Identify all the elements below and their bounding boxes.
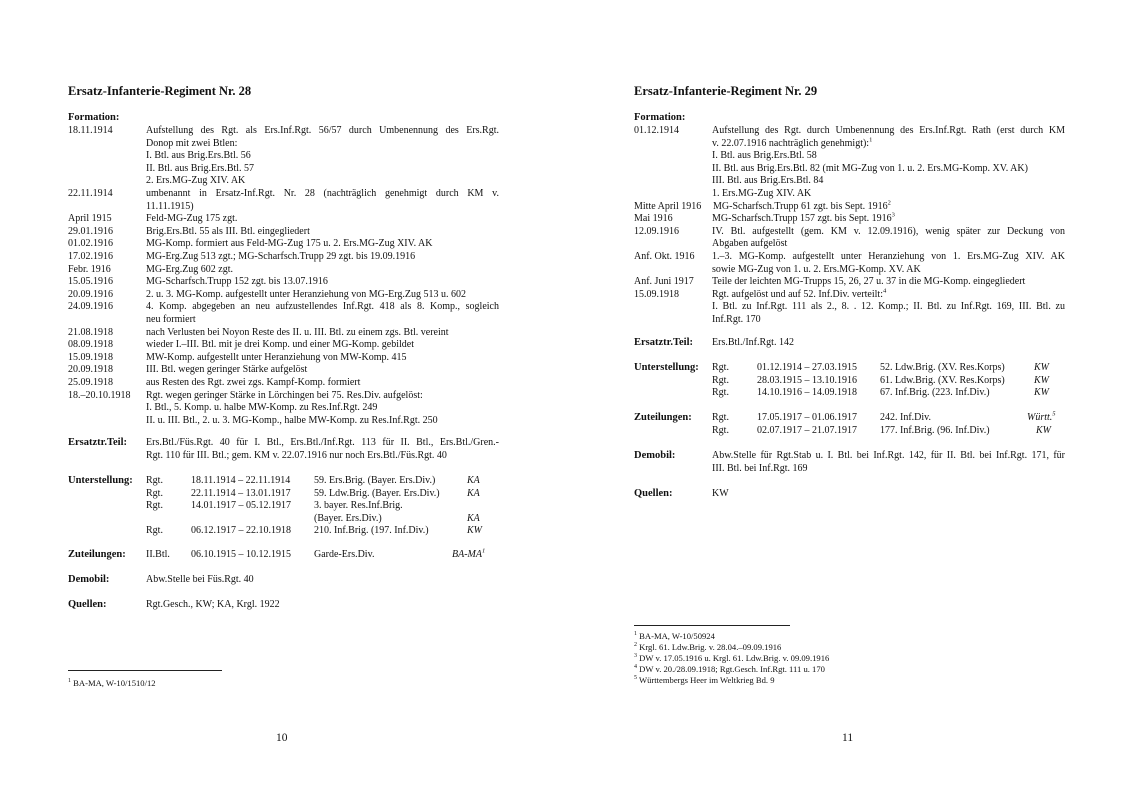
footnote-ref: 3 [891,211,895,219]
zuteilungen-label: Zuteilungen: [68,549,126,560]
formation-date: Mitte April 1916 [634,200,702,212]
table-period: 01.12.1914 – 27.03.1915 [757,362,857,373]
quellen-value: KW [712,488,729,499]
footnote-text: Württembergs Heer im Weltkrieg Bd. 9 [637,675,775,685]
demobil-label: Demobil: [68,574,110,585]
table-source: KA [467,512,480,524]
formation-text: III. Btl. aus Brig.Ers.Btl. 84 [712,175,824,187]
formation-date: 29.01.1916 [68,225,113,237]
zuteilungen-label: Zuteilungen: [634,412,692,423]
quellen-label: Quellen: [68,599,107,610]
formation-text: MW-Komp. aufgestellt unter Heranziehung von MW-Komp. 415 [146,351,407,363]
table-period: 14.10.1916 – 14.09.1918 [757,387,857,399]
demobil-label: Demobil: [634,450,676,461]
table-period: 22.11.1914 – 13.01.1917 [191,487,291,499]
formation-text: MG-Erg.Zug 513 zgt.; MG-Scharfsch.Trupp 29 zgt. bis 19.09.1916 [146,251,416,262]
formation-text: II. Btl. aus Brig.Ers.Btl. 82 (mit MG-Zug von 1. u. 2. Ers.MG-Komp. XV. AK) [712,162,1028,174]
ersatztr-line: Ers.Btl./Füs.Rgt. 40 für I. Btl., Ers.Btl./Inf.Rgt. 113 für II. Btl., Ers.Btl./Gren.- [146,437,499,448]
footnote [634,675,775,686]
quellen-label: Quellen: [634,488,673,499]
formation-text: 2. Ers.MG-Zug XIV. AK [146,175,246,187]
formation-date: Anf. Okt. 1916 [634,251,695,262]
table-period: 17.05.1917 – 01.06.1917 [757,412,857,423]
table-unit: II.Btl. [146,549,170,560]
table-desc: 59. Ldw.Brig. (Bayer. Ers.Div.) [314,487,440,499]
page-title: Ersatz-Infanterie-Regiment Nr. 29 [634,84,818,98]
ersatztr-label: Ersatztr.Teil: [634,337,694,348]
footnote-ref: 4 [882,287,887,295]
demobil-line: III. Btl. bei Inf.Rgt. 169 [712,463,808,474]
formation-text: aus Resten des Rgt. zwei zgs. Kampf-Komp. formiert [146,377,361,388]
table-source: KA [467,475,480,486]
footnote [634,664,825,675]
formation-text: I. Btl. zu Inf.Rgt. 111 als 2., 8. . 12. Komp.; II. Btl. zu Inf.Rgt. 169, III. Btl. zu [712,301,1065,313]
formation-text: MG-Scharfsch.Trupp 61 zgt. bis Sept. 1916$^2$ [713,199,891,212]
table-source: $BA-MA^1$ [452,547,486,560]
footnote-ref: 2 [887,199,891,207]
table-unit: Rgt. [712,412,729,423]
demobil-line: Abw.Stelle für Rgt.Stab u. I. Btl. bei Inf.Rgt. 142, für II. Btl. bei Inf.Rgt. 171, für [712,450,1065,461]
formation-date: 12.09.1916 [634,225,679,237]
formation-text: umbenannt in Ersatz-Inf.Rgt. Nr. 28 (nachträglich genehmigt durch KM v. [146,188,499,199]
formation-text: I. Btl., 5. Komp. u. halbe MW-Komp. zu Res.Inf.Rgt. 249 [146,402,378,414]
table-unit: Rgt. [712,374,729,386]
formation-text: Rgt. aufgelöst und auf 52. Inf.Div. verteilt:$^4$ [712,287,887,300]
table-unit: Rgt. [146,487,163,499]
formation-date: 25.09.1918 [68,377,113,388]
page-number: 11 [842,732,854,744]
formation-date: 21.08.1918 [68,326,113,338]
formation-text: wieder I.–III. Btl. mit je drei Komp. und einer MG-Komp. gebildet [146,339,414,351]
page-left [0,0,566,800]
footnote-text: DW v. 17.05.1916 u. Krgl. 61. Ldw.Brig. v. 09.09.1916 [637,653,830,663]
footnote-text: BA-MA, W-10/1510/12 [71,678,156,688]
formation-text: I. Btl. aus Brig.Ers.Btl. 58 [712,150,817,162]
table-unit: Rgt. [146,475,163,486]
footnote-text: DW v. 20./28.09.1918; Rgt.Gesch. Inf.Rgt. 111 u. 170 [637,664,825,674]
table-desc: Garde-Ers.Div. [314,549,375,560]
formation-date: 15.09.1918 [634,288,679,300]
table-source: Württ.$^5$ [1027,410,1056,423]
table-desc: 59. Ers.Brig. (Bayer. Ers.Div.) [314,475,436,486]
footnote-ref: 1 [482,547,486,555]
formation-text: Teile der leichten MG-Trupps 15, 26, 27 u. 37 in die MG-Komp. eingegliedert [712,276,1026,288]
table-unit: Rgt. [146,525,163,537]
formation-text: MG-Scharfsch.Trupp 157 zgt. bis Sept. 1916$^3$ [712,211,895,225]
footnote-ref: 5 [634,675,637,682]
page-number: 10 [276,732,288,744]
formation-date: 15.05.1916 [68,276,113,288]
formation-date: 22.11.1914 [68,188,113,199]
formation-date: Anf. Juni 1917 [634,276,694,288]
footnote-ref: 4 [634,664,637,671]
table-source: KW [1034,374,1049,386]
formation-label: Formation: [68,112,120,123]
ersatztr-label: Ersatztr.Teil: [68,437,128,448]
formation-text: MG-Komp. formiert aus Feld-MG-Zug 175 u. 2. Ers.MG-Zug XIV. AK [146,238,433,250]
footnote [68,678,156,689]
table-desc: 52. Ldw.Brig. (XV. Res.Korps) [880,362,1005,373]
formation-text: neu formiert [146,314,196,325]
formation-text: Brig.Ers.Btl. 55 als III. Btl. eingegliedert [146,225,310,237]
demobil-value: Abw.Stelle bei Füs.Rgt. 40 [146,574,254,585]
table-desc: 242. Inf.Div. [880,412,932,423]
table-period: 18.11.1914 – 22.11.1914 [191,475,291,486]
formation-date: 18.11.1914 [68,125,113,136]
formation-text: 1. Ers.MG-Zug XIV. AK [712,188,812,199]
table-unit: Rgt. [146,500,163,512]
table-period: 28.03.1915 – 13.10.1916 [757,374,857,386]
table-source: KW [467,525,482,537]
footnote [634,642,781,653]
table-desc: 61. Ldw.Brig. (XV. Res.Korps) [880,374,1005,386]
table-period: 02.07.1917 – 21.07.1917 [757,424,857,436]
formation-date: 20.09.1916 [68,288,113,300]
formation-text: I. Btl. aus Brig.Ers.Btl. 56 [146,150,251,162]
unterstellung-label: Unterstellung: [634,362,699,373]
table-period: 14.01.1917 – 05.12.1917 [191,500,291,512]
formation-text: 11.11.1915) [146,200,194,212]
quellen-value: Rgt.Gesch., KW; KA, Krgl. 1922 [146,599,280,610]
formation-text: III. Btl. wegen geringer Stärke aufgelöst [146,364,308,376]
table-desc: 177. Inf.Brig. (96. Inf.Div.) [880,424,990,436]
table-source: KW [1036,424,1051,436]
formation-text: Aufstellung des Rgt. durch Umbenennung des Ers.Inf.Rgt. Rath (erst durch KM [712,125,1065,136]
formation-label: Formation: [634,112,686,123]
formation-text: sowie MG-Zug von 1. u. 2. Ers.MG-Komp. XV. AK [712,263,921,275]
formation-date: 01.12.1914 [634,125,679,136]
table-period: 06.12.1917 – 22.10.1918 [191,525,291,537]
formation-date: 20.09.1918 [68,364,113,376]
formation-text: MG-Erg.Zug 602 zgt. [146,263,234,275]
table-unit: Rgt. [712,387,729,399]
footnote-ref: 2 [634,642,637,649]
footnote-ref: 3 [634,653,637,660]
formation-text: II. u. III. Btl., 2. u. 3. MG-Komp., halbe MW-Komp. zu Res.Inf.Rgt. 250 [146,414,438,426]
footnote-rule [634,625,790,626]
formation-date: 17.02.1916 [68,251,113,262]
footnote [634,653,829,664]
formation-date: Mai 1916 [634,213,673,225]
formation-date: April 1915 [68,213,112,225]
footnote-ref: 1 [869,136,873,144]
unterstellung-label: Unterstellung: [68,475,133,486]
formation-text: II. Btl. aus Brig.Ers.Btl. 57 [146,162,255,174]
formation-date: 24.09.1916 [68,301,113,313]
page-right [566,0,1133,800]
formation-text: 4. Komp. abgegeben an neu aufzustellendes Inf.Rgt. 418 als 8. Komp., sogleich [146,301,499,313]
page-title: Ersatz-Infanterie-Regiment Nr. 28 [68,84,252,98]
footnote-ref: 1 [634,631,637,638]
table-desc: (Bayer. Ers.Div.) [314,512,382,524]
formation-text: v. 22.07.1916 nachträglich genehmigt):$^1$ [712,136,873,149]
ersatztr-line: Rgt. 110 für III. Btl.; gem. KM v. 22.07.1916 nur noch Ers.Btl./Füs.Rgt. 40 [146,450,447,461]
table-unit: Rgt. [712,362,729,373]
table-desc: 67. Inf.Brig. (223. Inf.Div.) [880,387,990,399]
table-source: KA [467,487,480,499]
table-source: KW [1034,387,1049,399]
formation-text: nach Verlusten bei Noyon Reste des II. u. III. Btl. zu einem zgs. Btl. vereint [146,326,449,338]
footnote-ref: 1 [68,678,71,685]
formation-text: IV. Btl. aufgestellt (gem. KM v. 12.09.1916), wenig später zur Deckung von [712,225,1065,237]
formation-date: 01.02.1916 [68,238,113,250]
formation-text: 2. u. 3. MG-Komp. aufgestellt unter Heranziehung von MG-Erg.Zug 513 u. 602 [146,288,467,300]
table-desc: 210. Inf.Brig. (197. Inf.Div.) [314,525,429,537]
formation-text: Aufstellung des Rgt. als Ers.Inf.Rgt. 56/57 durch Umbenennung des Ers.Rgt. [146,125,499,136]
formation-text: Inf.Rgt. 170 [712,314,761,325]
footnote-ref: 5 [1052,410,1056,418]
formation-text: MG-Scharfsch.Trupp 152 zgt. bis 13.07.1916 [146,276,328,288]
formation-text: Donop mit zwei Btlen: [146,137,238,149]
formation-text: Abgaben aufgelöst [712,238,788,250]
footnote-text: Krgl. 61. Ldw.Brig. v. 28.04.–09.09.1916 [637,642,782,652]
table-unit: Rgt. [712,424,729,436]
table-source: KW [1034,362,1049,373]
formation-text: Rgt. wegen geringer Stärke in Lörchingen bei 75. Res.Div. aufgelöst: [146,389,423,401]
formation-date: 18.–20.10.1918 [68,389,131,401]
ersatztr-value: Ers.Btl./Inf.Rgt. 142 [712,337,794,348]
table-period: 06.10.1915 – 10.12.1915 [191,549,291,560]
table-desc: 3. bayer. Res.Inf.Brig. [314,500,403,512]
formation-date: Febr. 1916 [68,263,111,275]
formation-text: 1.–3. MG-Komp. aufgestellt unter Heranziehung von 1. Ers.MG-Zug XIV. AK [712,251,1065,262]
footnote [634,631,715,642]
footnote-text: BA-MA, W-10/50924 [637,631,715,641]
formation-text: Feld-MG-Zug 175 zgt. [146,213,238,225]
formation-date: 15.09.1918 [68,351,113,363]
footnote-rule [68,670,222,671]
formation-date: 08.09.1918 [68,339,113,351]
